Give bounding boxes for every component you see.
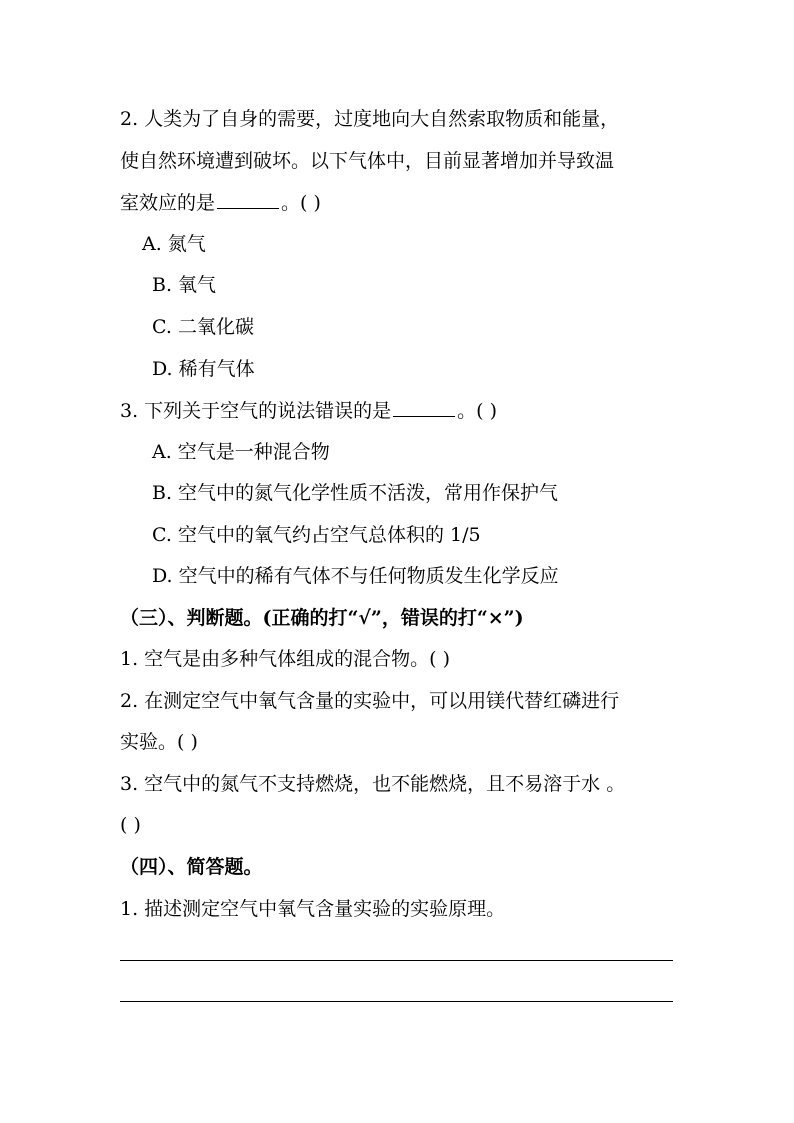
tf-question-2-line-1: 2. 在测定空气中氧气含量的实验中，可以用镁代替红磷进行: [120, 690, 620, 712]
q2-line-2: 使自然环境遭到破坏。以下气体中，目前显著增加并导致温: [120, 150, 615, 172]
tf-question-2-line-2: 实验。( ): [120, 731, 198, 753]
q2-option-d: D. 稀有气体: [152, 358, 255, 380]
q2-option-a: A. 氮气: [142, 233, 206, 255]
q3-stem-prefix: 3. 下列关于空气的说法错误的是: [120, 400, 392, 422]
tf-question-1: 1. 空气是由多种气体组成的混合物。( ): [120, 648, 451, 670]
q3-stem-suffix: 。( ): [457, 400, 498, 422]
q3-option-b: B. 空气中的氮气化学性质不活泼，常用作保护气: [152, 482, 559, 504]
short-answer-question-1: 1. 描述测定空气中氧气含量实验的实验原理。: [120, 898, 506, 920]
q2-option-c: C. 二氧化碳: [152, 316, 254, 338]
q3-option-d: D. 空气中的稀有气体不与任何物质发生化学反应: [152, 565, 559, 587]
tf-question-3-line-2: ( ): [120, 814, 141, 836]
q2-answer-blank[interactable]: [217, 190, 279, 209]
section-4-title: （四）、简答题。: [120, 856, 263, 878]
q3-option-c: C. 空气中的氧气约占空气总体积的 1/5: [152, 524, 481, 546]
answer-line-2[interactable]: [120, 1001, 673, 1002]
tf-question-3-line-1: 3. 空气中的氮气不支持燃烧，也不能燃烧，且不易溶于水 。: [120, 773, 626, 795]
section-3-title: （三）、判断题。(正确的打“√”，错误的打“×”): [120, 607, 524, 629]
q3-answer-blank[interactable]: [393, 398, 455, 417]
q2-option-b: B. 氧气: [152, 274, 217, 296]
q2-line-3: [120, 189, 321, 217]
q2-line-3-suffix: 。( ): [281, 192, 321, 214]
q3-option-a: A. 空气是一种混合物: [152, 441, 330, 463]
q3-stem: [120, 397, 497, 425]
answer-line-1[interactable]: [120, 960, 673, 961]
q2-line-3-prefix: 室效应的是: [120, 192, 216, 214]
q2-line-1: 2. 人类为了自身的需要，过度地向大自然索取物质和能量，: [120, 108, 620, 130]
